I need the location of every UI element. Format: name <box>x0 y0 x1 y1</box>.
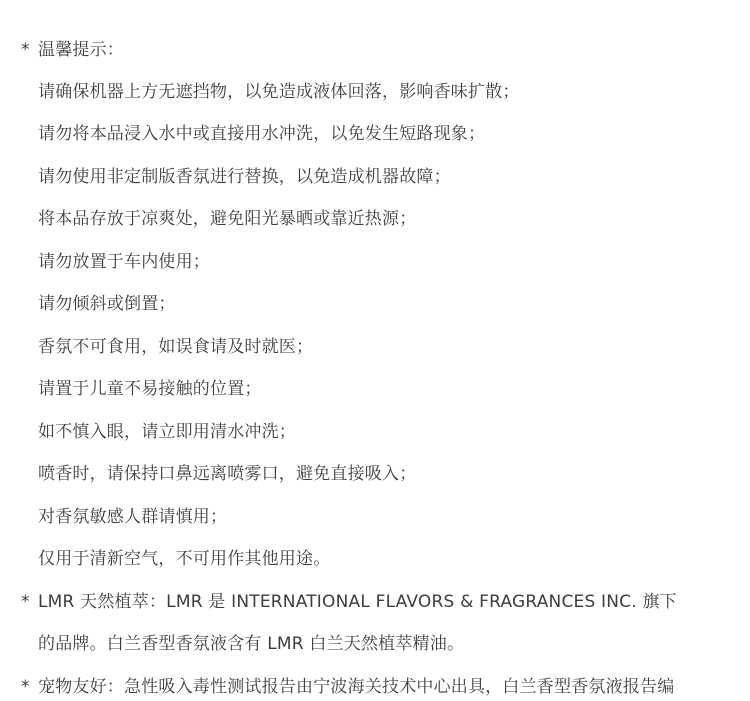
tip-line: 将本品存放于凉爽处，避免阳光暴晒或靠近热源； <box>38 209 417 229</box>
tip-line: 请勿将本品浸入水中或直接用水冲洗，以免发生短路现象； <box>38 124 486 144</box>
tip-line: 如不慎入眼，请立即用清水冲洗； <box>38 422 296 442</box>
bullet-marker: * <box>21 592 30 612</box>
tip-line: 请勿倾斜或倒置； <box>38 294 176 314</box>
tip-line: 对香氛敏感人群请慎用； <box>38 507 228 527</box>
lmr-line: LMR 天然植萃：LMR 是 INTERNATIONAL FLAVORS & FRAGRANCES INC. 旗下 <box>38 592 677 612</box>
tip-line: 请勿使用非定制版香氛进行替换，以免造成机器故障； <box>38 167 451 187</box>
lmr-line-continued: 的品牌。白兰香型香氛液含有 LMR 白兰天然植萃精油。 <box>38 634 465 654</box>
bullet-marker: * <box>21 677 30 697</box>
bullet-marker: * <box>21 40 30 60</box>
pet-friendly-line: 宠物友好：急性吸入毒性测试报告由宁波海关技术中心出具，白兰香型香氛液报告编 <box>38 677 675 697</box>
tip-line: 香氛不可食用，如误食请及时就医； <box>38 337 314 357</box>
tip-line: 仅用于清新空气，不可用作其他用途。 <box>38 549 331 569</box>
tip-line: 请确保机器上方无遮挡物，以免造成液体回落，影响香味扩散； <box>38 82 520 102</box>
tip-line: 请置于儿童不易接触的位置； <box>38 379 262 399</box>
tip-line: 请勿放置于车内使用； <box>38 252 210 272</box>
tip-line: 喷香时，请保持口鼻远离喷雾口，避免直接吸入； <box>38 464 417 484</box>
notice-heading: 温馨提示： <box>38 40 124 60</box>
